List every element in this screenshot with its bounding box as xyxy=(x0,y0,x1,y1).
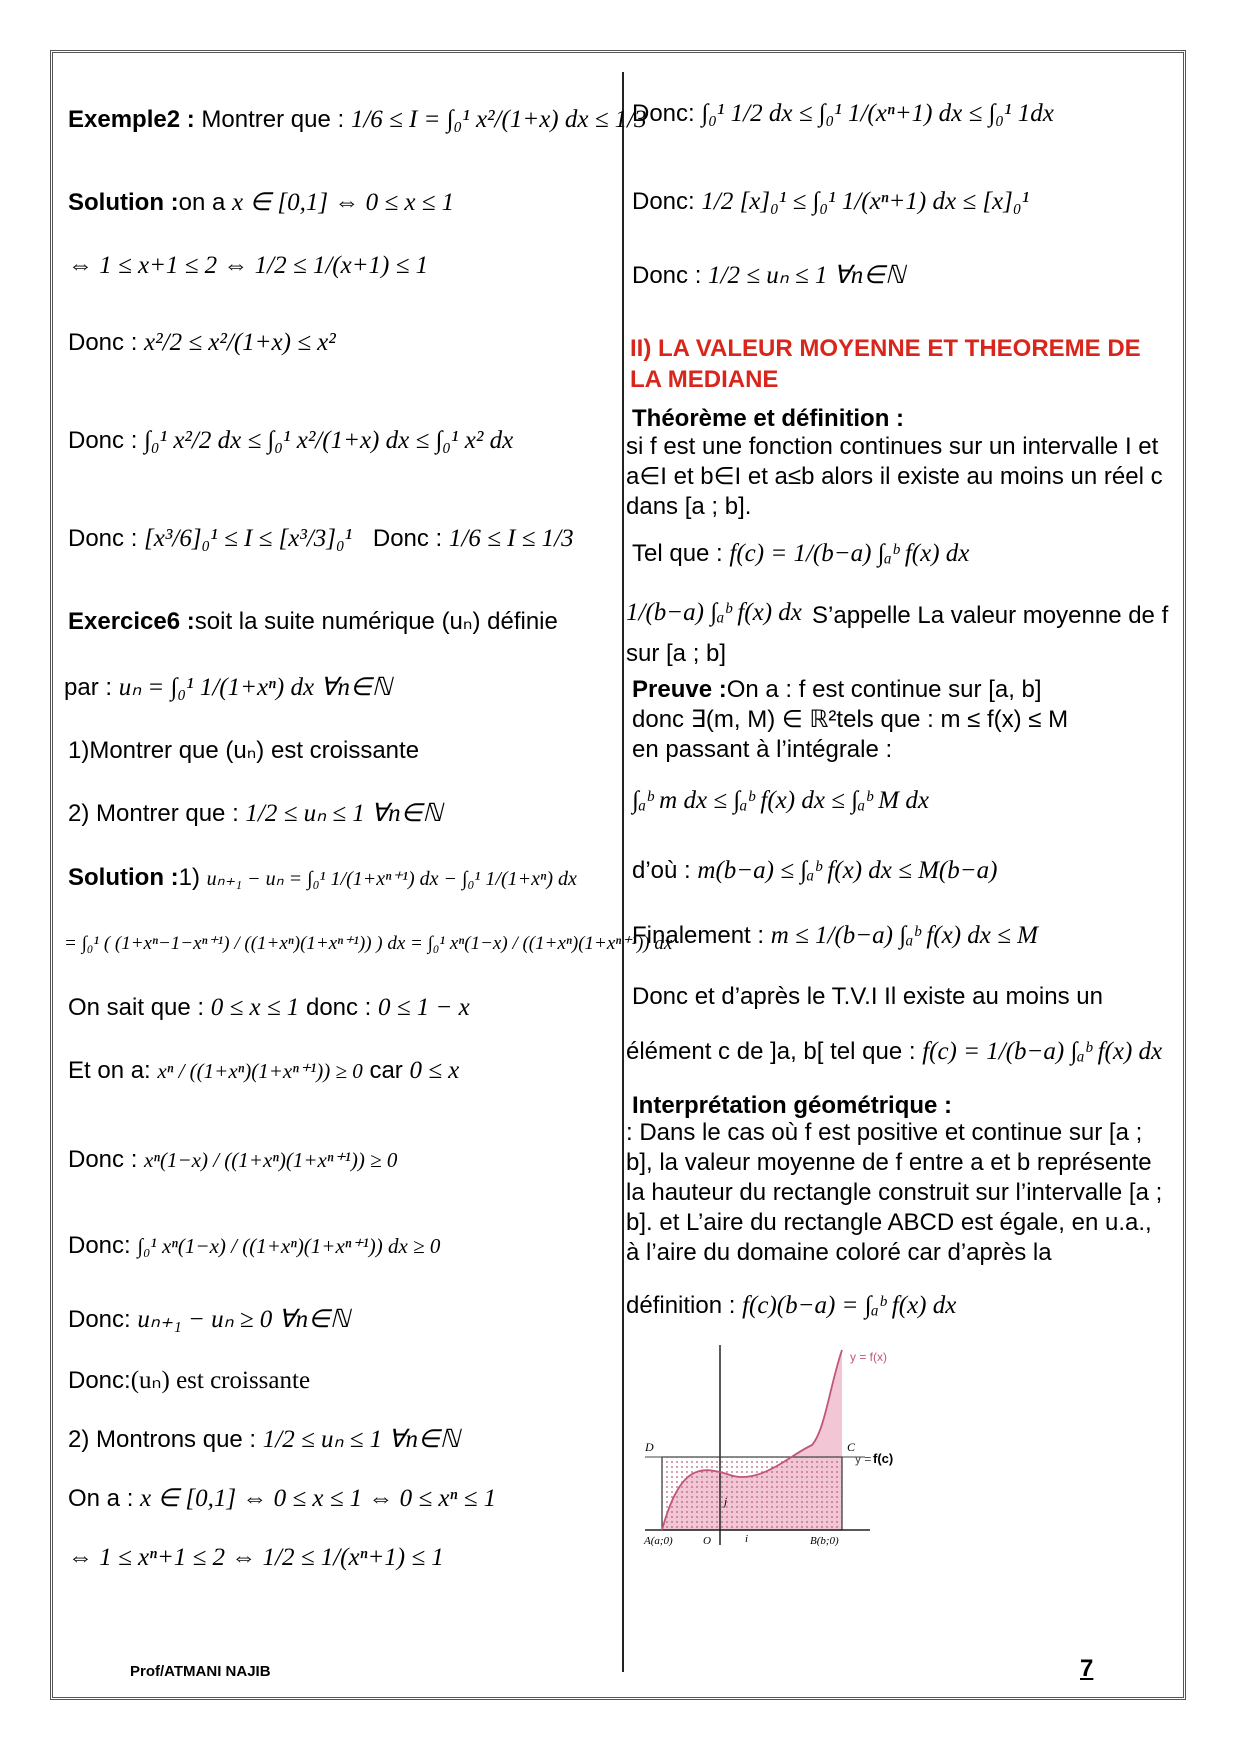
solution-line-4 xyxy=(68,425,513,458)
solution1-formula-7: uₙ₊₁ − uₙ ≥ 0 ∀n∈ℕ xyxy=(137,1306,350,1333)
dou-line xyxy=(632,855,997,888)
donc-label: Donc: xyxy=(68,1306,131,1333)
solution-formula-4: ∫₀¹ x²/2 dx ≤ ∫₀¹ x²/(1+x) dx ≤ ∫₀¹ x² dx xyxy=(144,427,514,454)
question-2-formula: 1/2 ≤ uₙ ≤ 1 ∀n∈ℕ xyxy=(245,800,443,827)
solution1-formula-1: uₙ₊₁ − uₙ = ∫₀¹ 1/(1+xⁿ⁺¹) dx − ∫₀¹ 1/(1+xⁿ) dx xyxy=(206,868,577,890)
exercise6-title: Exercice6 : xyxy=(68,608,195,635)
preuve-title: Preuve : xyxy=(632,676,727,703)
solution-formula-3: x²/2 ≤ x²/(1+x) ≤ x² xyxy=(144,329,336,356)
solution1-line-1 xyxy=(68,862,577,893)
solution1-formula-3a: 0 ≤ x ≤ 1 xyxy=(210,994,300,1021)
donc-label: Donc : xyxy=(68,1146,138,1173)
donc-label: Donc: xyxy=(632,100,695,127)
dou-formula: m(b−a) ≤ ∫ₐᵇ f(x) dx ≤ M(b−a) xyxy=(697,857,998,884)
page-number: 7 xyxy=(1080,1655,1094,1682)
preuve-line-3: en passant à l’intégrale : xyxy=(632,736,893,763)
donc-label: Donc: xyxy=(68,1232,131,1259)
tvi-line: Donc et d’après le T.V.I Il existe au moins un xyxy=(632,983,1103,1010)
label-d: D xyxy=(645,1440,654,1454)
interpretation-title: Interprétation géométrique : xyxy=(632,1092,953,1119)
exercise6-text: soit la suite numérique (uₙ) définie xyxy=(194,608,558,635)
example2-text: Montrer que : xyxy=(201,106,345,133)
section-title: II) LA VALEUR MOYENNE ET THEOREME DE LA MEDIANE xyxy=(630,335,1141,394)
definition-line xyxy=(626,1290,956,1323)
preuve-text: On a : f est continue sur [a, b] xyxy=(726,676,1042,703)
solution-formula-1: x ∈ [0,1] ⇔ 0 ≤ x ≤ 1 xyxy=(232,189,455,216)
theorem-title: Théorème et définition : xyxy=(632,405,905,432)
interpretation-text: : Dans le cas où f est positive et continue sur [a ; b], la valeur moyenne de f entre a et b représente la hauteur du rectangle construit sur l’intervalle [a ; b]. et L’aire du rectangle ABCD est égale, en u.a., à l’aire du domaine coloré car d’après la xyxy=(626,1119,1163,1266)
solution1-line-6 xyxy=(68,1230,440,1261)
et-on-a: Et on a: xyxy=(68,1057,151,1084)
column-divider xyxy=(622,72,624,1672)
solution-formula-5b: 1/6 ≤ I ≤ 1/3 xyxy=(448,525,574,552)
definition-formula: f(c)(b−a) = ∫ₐᵇ f(x) dx xyxy=(742,1292,957,1319)
solution1-formula-2: = ∫₀¹ ( (1+xⁿ−1−xⁿ⁺¹) / ((1+xⁿ)(1+xⁿ⁺¹)) ) dx = ∫₀¹ xⁿ(1−x) / ((1+xⁿ)(1+xⁿ⁺¹)) dx xyxy=(64,933,673,954)
solution1-formula-6: ∫₀¹ xⁿ(1−x) / ((1+xⁿ)(1+xⁿ⁺¹)) dx ≥ 0 xyxy=(137,1234,441,1258)
solution2-formula-1: x ∈ [0,1] ⇔ 0 ≤ x ≤ 1 ⇔ 0 ≤ xⁿ ≤ 1 xyxy=(140,1485,497,1512)
solution1-formula-4b: 0 ≤ x xyxy=(409,1057,460,1084)
example2-formula: 1/6 ≤ I = ∫₀¹ x²/(1+x) dx ≤ 1/3 xyxy=(350,106,647,133)
example2-title: Exemple2 : xyxy=(68,106,195,133)
solution1-line-4 xyxy=(68,1055,459,1088)
solution-line xyxy=(68,187,454,220)
par-label: par : xyxy=(64,674,113,701)
definition-label: définition : xyxy=(626,1292,736,1319)
exercise6-line xyxy=(68,606,558,637)
theorem-text: si f est une fonction continues sur un intervalle I et a∈I et b∈I et a≤b alors il existe au moins un réel c dans [a ; b]. xyxy=(626,433,1163,520)
donc-label: Donc : xyxy=(68,329,138,356)
question-2-text: 2) Montrer que : xyxy=(68,800,239,827)
mean-value-formula: 1/(b−a) ∫ₐᵇ f(x) dx xyxy=(626,599,802,626)
solution1-formula-4a: xⁿ / ((1+xⁿ)(1+xⁿ⁺¹)) ≥ 0 xyxy=(157,1059,363,1083)
solution2-line-1 xyxy=(68,1483,496,1516)
solution1-line-8 xyxy=(68,1365,310,1398)
label-i: i xyxy=(745,1533,749,1545)
solution2-formula-2: ⇔ 1 ≤ xⁿ+1 ≤ 2 ⇔ 1/2 ≤ 1/(xⁿ+1) ≤ 1 xyxy=(68,1544,444,1571)
right-line-3 xyxy=(632,260,905,293)
solution-formula-5a: [x³/6]₀¹ ≤ I ≤ [x³/3]₀¹ xyxy=(144,525,353,552)
label-a: A(a;0) xyxy=(644,1535,673,1547)
preuve-line xyxy=(632,674,1042,705)
solution2-line xyxy=(68,1424,460,1457)
car-text: car xyxy=(369,1057,403,1084)
right-formula-1: ∫₀¹ 1/2 dx ≤ ∫₀¹ 1/(xⁿ+1) dx ≤ ∫₀¹ 1dx xyxy=(701,100,1054,127)
preuve-formula-4: ∫ₐᵇ m dx ≤ ∫ₐᵇ f(x) dx ≤ ∫ₐᵇ M dx xyxy=(632,787,929,814)
mean-value-graph xyxy=(640,1345,894,1547)
right-line-1 xyxy=(632,98,1054,131)
donc-label: Donc: xyxy=(68,1367,131,1394)
solution1-title: Solution : xyxy=(68,864,179,891)
question-2-line xyxy=(68,798,442,831)
right-formula-3: 1/2 ≤ uₙ ≤ 1 ∀n∈ℕ xyxy=(708,262,906,289)
solution2-formula: 1/2 ≤ uₙ ≤ 1 ∀n∈ℕ xyxy=(262,1426,460,1453)
label-fc: f(c) xyxy=(873,1451,894,1466)
solution1-formula-3b: 0 ≤ 1 − x xyxy=(378,994,470,1021)
question-1: 1)Montrer que (uₙ) est croissante xyxy=(68,737,420,764)
dou-label: d’où : xyxy=(632,857,691,884)
element-formula: f(c) = 1/(b−a) ∫ₐᵇ f(x) dx xyxy=(922,1038,1163,1065)
solution1-line-3 xyxy=(68,992,470,1025)
right-formula-2: 1/2 [x]₀¹ ≤ ∫₀¹ 1/(xⁿ+1) dx ≤ [x]₀¹ xyxy=(701,188,1030,215)
preuve-line-2: donc ∃(m, M) ∈ ℝ²tels que : m ≤ f(x) ≤ M xyxy=(632,706,1069,733)
solution1-line-5 xyxy=(68,1144,397,1175)
label-c: C xyxy=(847,1440,856,1454)
rectangle-abcd xyxy=(662,1457,842,1530)
tel-que-formula: f(c) = 1/(b−a) ∫ₐᵇ f(x) dx xyxy=(729,540,970,567)
solution1-formula-5: xⁿ(1−x) / ((1+xⁿ)(1+xⁿ⁺¹)) ≥ 0 xyxy=(144,1148,398,1172)
on-a-label: On a : xyxy=(68,1485,134,1512)
exercise6-def-line xyxy=(64,672,392,705)
element-line xyxy=(626,1036,1162,1069)
label-j: j xyxy=(724,1496,728,1508)
exercise6-def-formula: uₙ = ∫₀¹ 1/(1+xⁿ) dx ∀n∈ℕ xyxy=(118,674,392,701)
solution1-text: 1) xyxy=(178,864,200,891)
author-footer: Prof/ATMANI NAJIB xyxy=(130,1663,271,1680)
example2-line xyxy=(68,104,647,137)
element-text: élément c de ]a, b[ tel que : xyxy=(626,1038,916,1065)
solution1-conclusion: (uₙ) est croissante xyxy=(130,1367,311,1394)
label-b: B(b;0) xyxy=(810,1535,839,1547)
solution1-line-7 xyxy=(68,1304,350,1337)
solution-text: on a xyxy=(178,189,226,216)
donc-label: Donc : xyxy=(68,525,138,552)
donc-label: Donc : xyxy=(632,262,702,289)
on-sait-que: On sait que : xyxy=(68,994,205,1021)
finalement-formula: m ≤ 1/(b−a) ∫ₐᵇ f(x) dx ≤ M xyxy=(770,922,1038,949)
right-line-2 xyxy=(632,186,1029,219)
label-o: O xyxy=(703,1535,711,1547)
mean-value-text: S’appelle La valeur moyenne de f sur [a ; b] xyxy=(626,602,1169,668)
finalement-label: Finalement : xyxy=(632,922,765,949)
solution-line-5 xyxy=(68,523,574,556)
tel-que-label: Tel que : xyxy=(632,540,723,567)
tel-que-line xyxy=(632,538,969,571)
donc-text: donc : xyxy=(305,994,372,1021)
label-f: y = f(x) xyxy=(850,1350,888,1364)
solution2-text: 2) Montrons que : xyxy=(68,1426,257,1453)
solution-line-3 xyxy=(68,327,336,360)
finalement-line xyxy=(632,920,1038,953)
solution-formula-2: ⇔ 1 ≤ x+1 ≤ 2 ⇔ 1/2 ≤ 1/(x+1) ≤ 1 xyxy=(68,252,429,279)
donc-label: Donc : xyxy=(372,525,443,552)
donc-label: Donc : xyxy=(68,427,138,454)
solution-title: Solution : xyxy=(68,189,179,216)
label-fc-prefix: y = xyxy=(855,1452,872,1466)
donc-label: Donc: xyxy=(632,188,695,215)
